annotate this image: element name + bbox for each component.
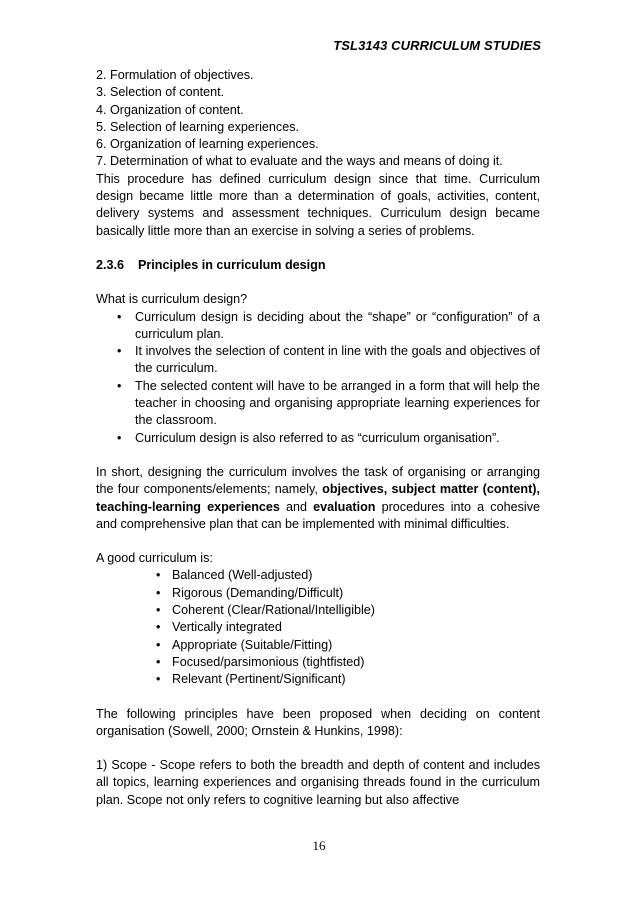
list-item-text: The selected content will have to be arranged in a form that will help the teacher in choosing and organising appropriate learning experiences for the classroom. <box>135 378 540 428</box>
list-item: 3. Selection of content. <box>96 85 225 100</box>
list-item-text: Coherent (Clear/Rational/Intelligible) <box>172 603 376 618</box>
list-item: 5. Selection of learning experiences. <box>96 119 300 134</box>
summary-text: procedures into a cohesive and comprehensive plan that can be implemented with minimal difficulties. <box>96 499 540 531</box>
bullet-icon: • <box>156 637 161 652</box>
bullet-icon: • <box>117 309 122 324</box>
list-item <box>96 343 540 378</box>
list-item <box>96 637 540 654</box>
list-item <box>96 671 540 688</box>
page-body <box>96 67 540 809</box>
running-header: TSL3143 CURRICULUM STUDIES <box>333 38 541 53</box>
list-item <box>96 378 540 430</box>
paragraph-principles: The following principles have been proposed when deciding on content organisation (Sowell, 2000; Ornstein & Hunkins, 1998): <box>96 706 540 738</box>
list-item: 7. Determination of what to evaluate and the ways and means of doing it. <box>96 154 503 169</box>
paragraph-summary <box>96 464 540 533</box>
list-item: 2. Formulation of objectives. <box>96 68 254 82</box>
list-item: 4. Organization of content. <box>96 102 244 117</box>
list-item: 6. Organization of learning experiences. <box>96 137 319 152</box>
bullet-icon: • <box>117 344 122 359</box>
bullet-icon: • <box>156 568 161 583</box>
bullet-icon: • <box>156 620 161 635</box>
list-item-text: Relevant (Pertinent/Significant) <box>172 672 346 687</box>
paragraph-procedure: This procedure has defined curriculum design since that time. Curriculum design became little more than a determination of goals, activities, content, delivery systems and assessment techniques. Curriculum design became basically little more than an exercise in solving a series of problems. <box>96 171 540 238</box>
numbered-steps-list <box>96 67 540 171</box>
list-item-text: Curriculum design is deciding about the “shape” or “configuration” of a curriculum plan. <box>135 309 540 341</box>
bullet-icon: • <box>156 654 161 669</box>
summary-bold-components: objectives, subject matter (content), teaching-learning experiences <box>96 482 540 514</box>
list-item-text: Curriculum design is also referred to as “curriculum organisation”. <box>135 430 500 445</box>
good-curriculum-intro: A good curriculum is: <box>96 551 213 566</box>
question-text: What is curriculum design? <box>96 292 248 307</box>
list-item <box>96 430 540 447</box>
section-title: Principles in curriculum design <box>138 257 326 272</box>
summary-bold-evaluation: evaluation <box>313 499 376 514</box>
list-item <box>96 602 540 619</box>
list-item-text: Vertically integrated <box>172 620 282 635</box>
bullet-icon: • <box>156 603 161 618</box>
bullet-icon: • <box>156 672 161 687</box>
summary-text: In short, designing the curriculum involves the task of organising or arranging the four components/elements; namely, <box>96 464 540 497</box>
bullet-icon: • <box>156 585 161 600</box>
bullet-icon: • <box>117 430 122 445</box>
list-item <box>96 567 540 584</box>
list-item-text: Appropriate (Suitable/Fitting) <box>172 637 333 652</box>
list-item-text: Rigorous (Demanding/Difficult) <box>172 585 344 600</box>
section-heading <box>96 257 540 274</box>
list-item <box>96 309 540 344</box>
design-bullet-list <box>96 309 540 447</box>
list-item-text: It involves the selection of content in line with the goals and objectives of the curriculum. <box>135 344 540 376</box>
page-number: 16 <box>312 838 326 853</box>
good-curriculum-list <box>96 567 540 688</box>
paragraph-scope: 1) Scope - Scope refers to both the breadth and depth of content and includes all topics, learning experiences and organising threads found in the curriculum plan. Scope not only refers to cognitive learning but also affective <box>96 758 540 807</box>
list-item-text: Focused/parsimonious (tightfisted) <box>172 654 365 669</box>
section-number: 2.3.6 <box>96 257 125 272</box>
list-item <box>96 585 540 602</box>
summary-text: and <box>279 499 314 514</box>
bullet-icon: • <box>117 378 122 393</box>
list-item-text: Balanced (Well-adjusted) <box>172 568 313 583</box>
list-item <box>96 654 540 671</box>
list-item <box>96 619 540 636</box>
